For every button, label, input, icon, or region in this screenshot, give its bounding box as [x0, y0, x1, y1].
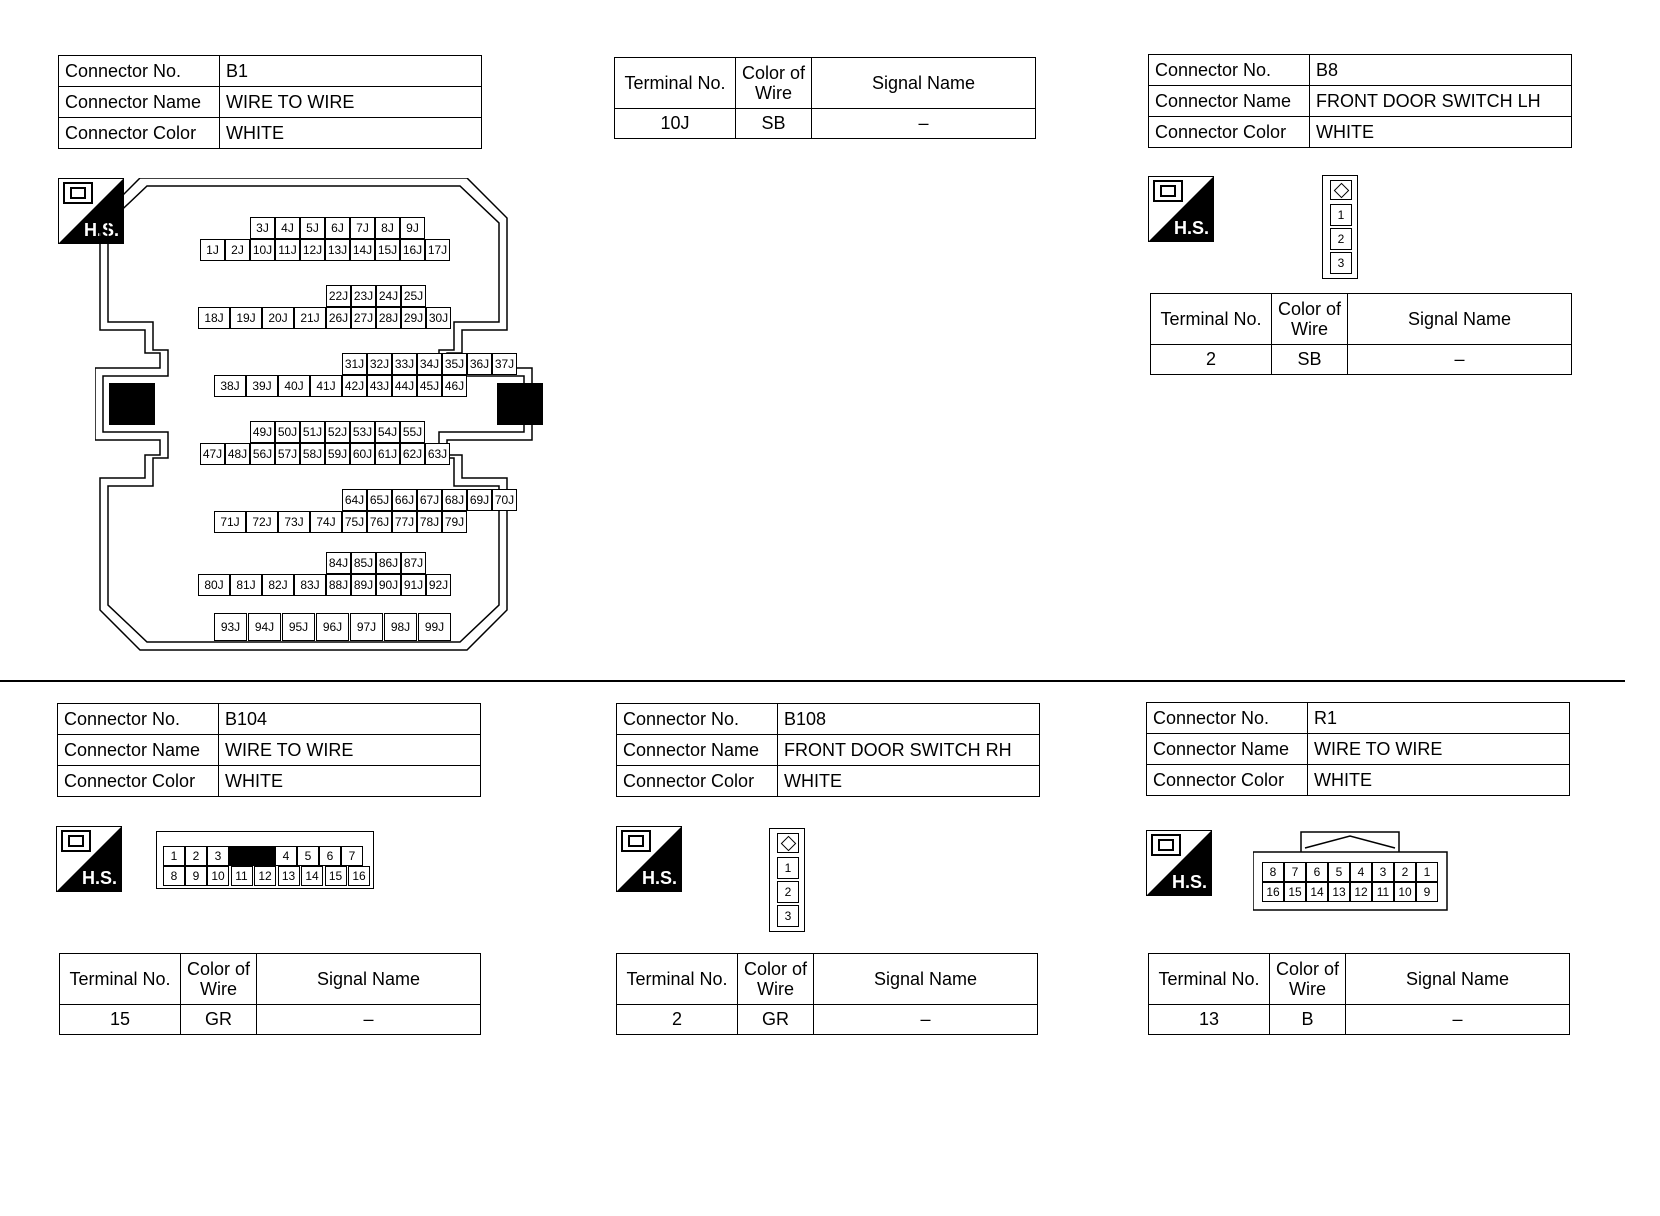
pin-27J: 27J [351, 307, 376, 329]
pin-16: 16 [1262, 882, 1284, 902]
pin-20J: 20J [262, 307, 294, 329]
pin-3: 3 [1330, 252, 1352, 274]
hs-icon: H.S. [56, 826, 122, 892]
pin-34J: 34J [417, 353, 442, 375]
hs-icon: H.S. [616, 826, 682, 892]
pin-2J: 2J [225, 239, 250, 261]
pin-2: 2 [1394, 862, 1416, 882]
wire-color-header: Color of Wire [181, 954, 257, 1005]
pin-78J: 78J [417, 511, 442, 533]
connector-color-label: Connector Color [1147, 765, 1308, 796]
signal-name-header: Signal Name [257, 954, 481, 1005]
connector-name-label: Connector Name [1147, 734, 1308, 765]
pin-3: 3 [207, 846, 229, 866]
connector-color-label: Connector Color [58, 766, 219, 797]
pin-87J: 87J [401, 552, 426, 574]
pin-5: 5 [1328, 862, 1350, 882]
pin-3: 3 [777, 905, 799, 927]
connector-name-label: Connector Name [59, 87, 220, 118]
pin-90J: 90J [376, 574, 401, 596]
pin-1J: 1J [200, 239, 225, 261]
terminal-no-header: Terminal No. [617, 954, 738, 1005]
pin-72J: 72J [246, 511, 278, 533]
pin-70J: 70J [492, 489, 517, 511]
connector-no-label: Connector No. [58, 704, 219, 735]
pin-24J: 24J [376, 285, 401, 307]
pin-12: 12 [1350, 882, 1372, 902]
signal-name-header: Signal Name [812, 58, 1036, 109]
pin-75J: 75J [342, 511, 367, 533]
terminal-no-value: 10J [615, 109, 736, 139]
pin-64J: 64J [342, 489, 367, 511]
pin-41J: 41J [310, 375, 342, 397]
wire-color-value: GR [181, 1005, 257, 1035]
connector-color-value: WHITE [220, 118, 482, 149]
terminal-no-value: 15 [60, 1005, 181, 1035]
pin-58J: 58J [300, 443, 325, 465]
pin-54J: 54J [375, 421, 400, 443]
pin-52J: 52J [325, 421, 350, 443]
pin-91J: 91J [401, 574, 426, 596]
pin-80J: 80J [198, 574, 230, 596]
pin-4: 4 [275, 846, 297, 866]
connector-name-label: Connector Name [617, 735, 778, 766]
pin-40J: 40J [278, 375, 310, 397]
pin-6: 6 [319, 846, 341, 866]
pin-66J: 66J [392, 489, 417, 511]
pin-1: 1 [163, 846, 185, 866]
pin-47J: 47J [200, 443, 225, 465]
pin-7J: 7J [350, 217, 375, 239]
signal-name-value: – [814, 1005, 1038, 1035]
pin-28J: 28J [376, 307, 401, 329]
pin-17J: 17J [425, 239, 450, 261]
connector-color-label: Connector Color [1149, 117, 1310, 148]
pin-25J: 25J [401, 285, 426, 307]
connector-color-value: WHITE [1310, 117, 1572, 148]
r1-terminal-table [1148, 953, 1570, 1035]
wire-color-header: Color of Wire [1272, 294, 1348, 345]
pin-3: 3 [1372, 862, 1394, 882]
signal-name-value: – [812, 109, 1036, 139]
pin-63J: 63J [425, 443, 450, 465]
pin-68J: 68J [442, 489, 467, 511]
terminal-no-value: 2 [617, 1005, 738, 1035]
pin-48J: 48J [225, 443, 250, 465]
pin-43J: 43J [367, 375, 392, 397]
pin-33J: 33J [392, 353, 417, 375]
pin-49J: 49J [250, 421, 275, 443]
pin-67J: 67J [417, 489, 442, 511]
pin-36J: 36J [467, 353, 492, 375]
pin-3J: 3J [250, 217, 275, 239]
connector-name-value: WIRE TO WIRE [1308, 734, 1570, 765]
pin-79J: 79J [442, 511, 467, 533]
pin-62J: 62J [400, 443, 425, 465]
b108-terminal-table [616, 953, 1038, 1035]
pin-99J: 99J [418, 613, 451, 641]
pin-81J: 81J [230, 574, 262, 596]
pin-73J: 73J [278, 511, 310, 533]
signal-name-header: Signal Name [814, 954, 1038, 1005]
pin-50J: 50J [275, 421, 300, 443]
pin-11J: 11J [275, 239, 300, 261]
pin-10: 10 [1394, 882, 1416, 902]
pin-9: 9 [185, 866, 207, 886]
pin-2: 2 [185, 846, 207, 866]
pin-8J: 8J [375, 217, 400, 239]
pin-9J: 9J [400, 217, 425, 239]
terminal-no-header: Terminal No. [1151, 294, 1272, 345]
pin-84J: 84J [326, 552, 351, 574]
hs-icon: H.S. [58, 178, 124, 244]
pin-35J: 35J [442, 353, 467, 375]
signal-name-value: – [1348, 345, 1572, 375]
pin-13: 13 [1328, 882, 1350, 902]
wire-color-header: Color of Wire [736, 58, 812, 109]
pin-13: 13 [278, 866, 300, 886]
pin-5J: 5J [300, 217, 325, 239]
connector-color-value: WHITE [778, 766, 1040, 797]
pin-89J: 89J [351, 574, 376, 596]
pin-98J: 98J [384, 613, 417, 641]
pin-10: 10 [207, 866, 229, 886]
connector-name-value: WIRE TO WIRE [220, 87, 482, 118]
pin-1: 1 [1330, 204, 1352, 226]
pin-16: 16 [348, 866, 370, 886]
pin-9: 9 [1416, 882, 1438, 902]
pin-77J: 77J [392, 511, 417, 533]
pin-2: 2 [1330, 228, 1352, 250]
pin-30J: 30J [426, 307, 451, 329]
terminal-no-value: 13 [1149, 1005, 1270, 1035]
pin-12: 12 [254, 866, 276, 886]
diamond-key-icon [777, 833, 799, 853]
pin-83J: 83J [294, 574, 326, 596]
pin-38J: 38J [214, 375, 246, 397]
pin-65J: 65J [367, 489, 392, 511]
pin-4J: 4J [275, 217, 300, 239]
pin-16J: 16J [400, 239, 425, 261]
pin-97J: 97J [350, 613, 383, 641]
connector-no-label: Connector No. [1147, 703, 1308, 734]
pin-4: 4 [1350, 862, 1372, 882]
pin-56J: 56J [250, 443, 275, 465]
b1-terminal-table [614, 57, 1036, 139]
pin-15: 15 [325, 866, 347, 886]
connector-name-value: FRONT DOOR SWITCH LH [1310, 86, 1572, 117]
pin-11: 11 [231, 866, 253, 886]
hs-icon: H.S. [1146, 830, 1212, 896]
connector-name-value: WIRE TO WIRE [219, 735, 481, 766]
terminal-no-header: Terminal No. [60, 954, 181, 1005]
signal-name-header: Signal Name [1346, 954, 1570, 1005]
pin-55J: 55J [400, 421, 425, 443]
pin-44J: 44J [392, 375, 417, 397]
r1-info-table [1146, 702, 1570, 796]
pin-59J: 59J [325, 443, 350, 465]
pin-32J: 32J [367, 353, 392, 375]
b108-connector-face [769, 828, 805, 932]
wire-color-value: SB [1272, 345, 1348, 375]
wire-color-value: GR [738, 1005, 814, 1035]
pin-14J: 14J [350, 239, 375, 261]
pin-39J: 39J [246, 375, 278, 397]
pin-blank [229, 846, 275, 866]
b8-info-table [1148, 54, 1572, 148]
connector-name-label: Connector Name [58, 735, 219, 766]
pin-96J: 96J [316, 613, 349, 641]
pin-85J: 85J [351, 552, 376, 574]
pin-21J: 21J [294, 307, 326, 329]
diamond-key-icon [1330, 180, 1352, 200]
pin-29J: 29J [401, 307, 426, 329]
wire-color-header: Color of Wire [1270, 954, 1346, 1005]
pin-6: 6 [1306, 862, 1328, 882]
connector-no-value: B108 [778, 704, 1040, 735]
pin-6J: 6J [325, 217, 350, 239]
b1-info-table [58, 55, 482, 149]
connector-no-value: R1 [1308, 703, 1570, 734]
connector-color-label: Connector Color [59, 118, 220, 149]
pin-5: 5 [297, 846, 319, 866]
pin-7: 7 [341, 846, 363, 866]
b8-connector-face [1322, 175, 1358, 279]
wire-color-value: B [1270, 1005, 1346, 1035]
pin-93J: 93J [214, 613, 247, 641]
wire-color-value: SB [736, 109, 812, 139]
signal-name-value: – [1346, 1005, 1570, 1035]
connector-no-label: Connector No. [617, 704, 778, 735]
pin-53J: 53J [350, 421, 375, 443]
pin-8: 8 [1262, 862, 1284, 882]
pin-1: 1 [1416, 862, 1438, 882]
pin-18J: 18J [198, 307, 230, 329]
b8-terminal-table [1150, 293, 1572, 375]
pin-57J: 57J [275, 443, 300, 465]
connector-no-value: B104 [219, 704, 481, 735]
pin-15J: 15J [375, 239, 400, 261]
pin-2: 2 [777, 881, 799, 903]
pin-13J: 13J [325, 239, 350, 261]
pin-22J: 22J [326, 285, 351, 307]
signal-name-value: – [257, 1005, 481, 1035]
section-divider [0, 680, 1625, 682]
pin-60J: 60J [350, 443, 375, 465]
b104-info-table [57, 703, 481, 797]
pin-23J: 23J [351, 285, 376, 307]
pin-88J: 88J [326, 574, 351, 596]
pin-1: 1 [777, 857, 799, 879]
pin-14: 14 [301, 866, 323, 886]
connector-name-value: FRONT DOOR SWITCH RH [778, 735, 1040, 766]
pin-26J: 26J [326, 307, 351, 329]
pin-71J: 71J [214, 511, 246, 533]
hs-icon: H.S. [1148, 176, 1214, 242]
connector-color-value: WHITE [1308, 765, 1570, 796]
pin-19J: 19J [230, 307, 262, 329]
pin-82J: 82J [262, 574, 294, 596]
pin-14: 14 [1306, 882, 1328, 902]
wire-color-header: Color of Wire [738, 954, 814, 1005]
connector-no-value: B1 [220, 56, 482, 87]
pin-45J: 45J [417, 375, 442, 397]
pin-61J: 61J [375, 443, 400, 465]
pin-92J: 92J [426, 574, 451, 596]
pin-94J: 94J [248, 613, 281, 641]
connector-color-value: WHITE [219, 766, 481, 797]
pin-7: 7 [1284, 862, 1306, 882]
pin-37J: 37J [492, 353, 517, 375]
pin-69J: 69J [467, 489, 492, 511]
pin-10J: 10J [250, 239, 275, 261]
pin-51J: 51J [300, 421, 325, 443]
pin-95J: 95J [282, 613, 315, 641]
connector-no-value: B8 [1310, 55, 1572, 86]
b104-terminal-table [59, 953, 481, 1035]
pin-8: 8 [163, 866, 185, 886]
connector-name-label: Connector Name [1149, 86, 1310, 117]
pin-11: 11 [1372, 882, 1394, 902]
b108-info-table [616, 703, 1040, 797]
pin-15: 15 [1284, 882, 1306, 902]
pin-12J: 12J [300, 239, 325, 261]
terminal-no-header: Terminal No. [1149, 954, 1270, 1005]
pin-31J: 31J [342, 353, 367, 375]
pin-86J: 86J [376, 552, 401, 574]
connector-no-label: Connector No. [1149, 55, 1310, 86]
pin-42J: 42J [342, 375, 367, 397]
connector-no-label: Connector No. [59, 56, 220, 87]
terminal-no-header: Terminal No. [615, 58, 736, 109]
connector-color-label: Connector Color [617, 766, 778, 797]
signal-name-header: Signal Name [1348, 294, 1572, 345]
terminal-no-value: 2 [1151, 345, 1272, 375]
pin-46J: 46J [442, 375, 467, 397]
pin-74J: 74J [310, 511, 342, 533]
pin-76J: 76J [367, 511, 392, 533]
